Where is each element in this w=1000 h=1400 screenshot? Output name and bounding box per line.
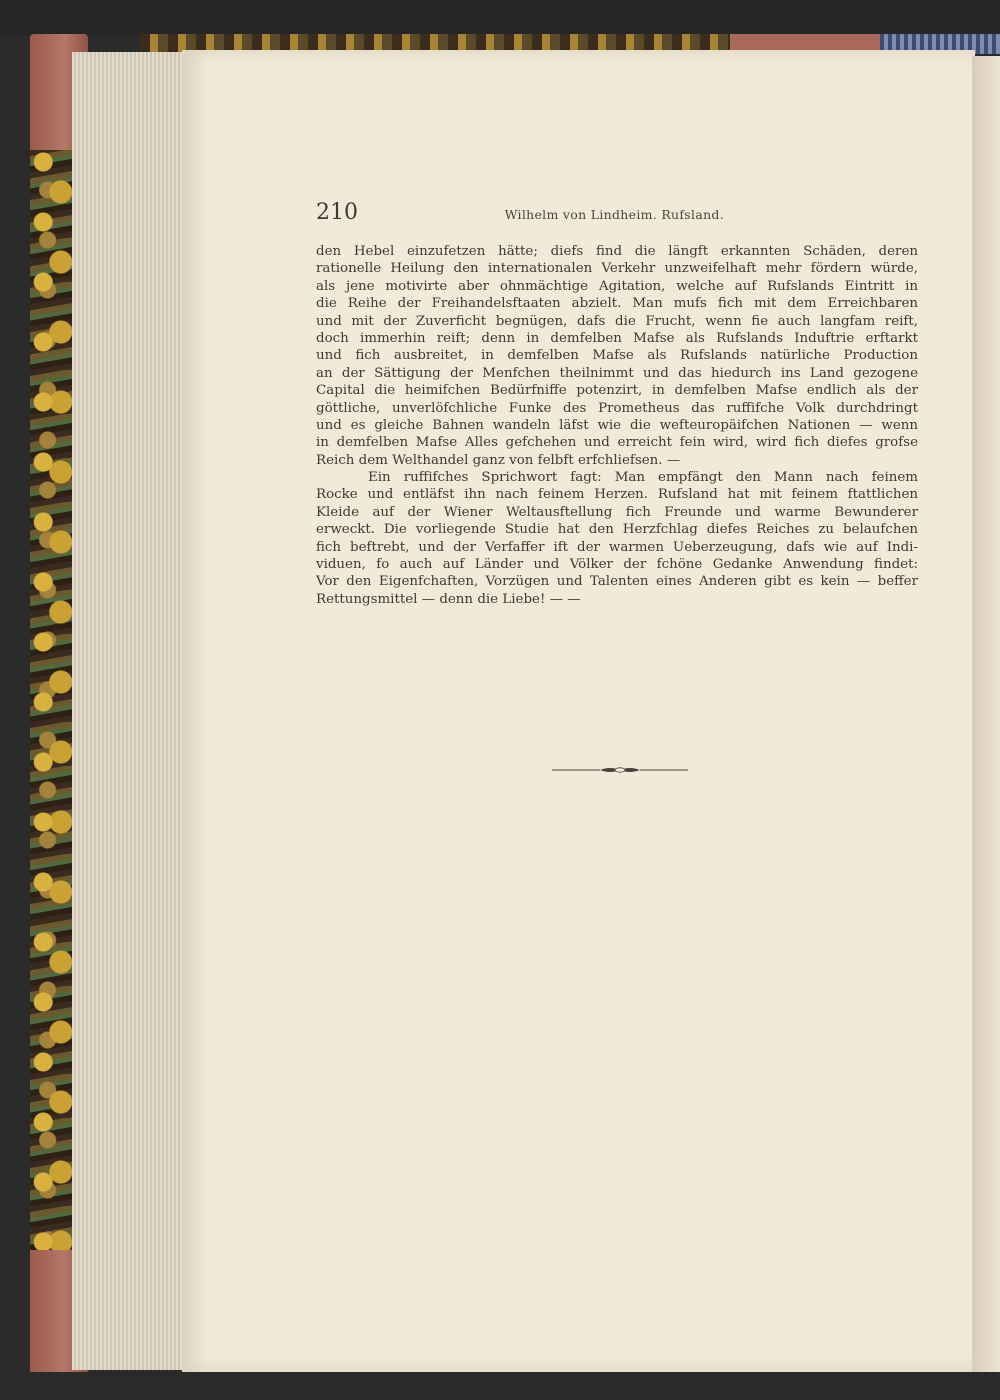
text-line: Reich dem Welthandel ganz von felbft erfchliefsen. — bbox=[316, 452, 681, 468]
running-head: Wilhelm von Lindheim. Rufsland. bbox=[504, 207, 724, 222]
scanner-background bbox=[0, 0, 1000, 36]
text-line: göttliche, unverlöfchliche Funke des Prometheus das ruffifche Volk durchdringt bbox=[316, 400, 918, 416]
text-line: doch immerhin reift; denn in demfelben Mafse als Rufslands Induftrie erftarkt bbox=[316, 330, 918, 346]
page-header bbox=[316, 200, 724, 230]
text-line: den Hebel einzufetzen hätte; diefs find die längft erkannten Schäden, deren bbox=[316, 244, 918, 259]
text-line: viduen, fo auch auf Länder und Völker der fchöne Gedanke Anwendung findet: bbox=[316, 557, 918, 573]
text-line: Rocke und entläfst ihn nach feinem Herzen. Rufsland hat mit feinem ftattlichen bbox=[316, 487, 918, 503]
text-line: Vor den Eigenfchaften, Vorzügen und Talenten eines Anderen gibt es kein — beffer bbox=[316, 574, 918, 590]
body-text bbox=[316, 243, 918, 608]
text-line: Capital die heimifchen Bedürfniffe potenzirt, in demfelben Mafse endlich als der bbox=[316, 383, 918, 399]
text-line: Kleide auf der Wiener Weltausftellung fich Freunde und warme Bewunderer bbox=[316, 504, 918, 520]
text-line: die Reihe der Freihandelsftaaten abzielt. Man mufs fich mit dem Erreichbaren bbox=[316, 296, 918, 312]
text-line: an der Sättigung der Menfchen theilnimmt und das hiedurch ins Land gezogene bbox=[316, 365, 918, 381]
text-line: in demfelben Mafse Alles gefchehen und erreicht fein wird, wird fich diefes grofse bbox=[316, 435, 918, 451]
page-edges-stack bbox=[72, 52, 187, 1370]
text-line: als jene motivirte aber ohnmächtige Agitation, welche auf Rufslands Eintritt in bbox=[316, 278, 918, 294]
text-line: Ein ruffifches Sprichwort fagt: Man empfängt den Mann nach feinem bbox=[368, 470, 918, 486]
text-line: erweckt. Die vorliegende Studie hat den Herzfchlag diefes Reiches zu belaufchen bbox=[316, 522, 918, 538]
text-line: rationelle Heilung den internationalen Verkehr unzweifelhaft mehr fördern würde, bbox=[316, 261, 918, 277]
text-line: und fich ausbreitet, in demfelben Mafse als Rufslands natürliche Production bbox=[316, 348, 918, 364]
scanner-background-bottom bbox=[0, 1372, 1000, 1400]
text-line: Rettungsmittel — denn die Liebe! — — bbox=[316, 591, 581, 607]
page-number: 210 bbox=[316, 200, 358, 225]
text-line: fich beftrebt, und der Verfaffer ift der warmen Ueberzeugung, dafs wie auf Indi- bbox=[316, 539, 918, 555]
facing-page-edge bbox=[972, 56, 1000, 1386]
tailpiece-ornament bbox=[552, 764, 688, 776]
text-line: und mit der Zuverficht begnügen, dafs die Frucht, wenn fie auch langfam reift, bbox=[316, 313, 918, 329]
marbled-endpaper bbox=[30, 150, 74, 1250]
text-line: und es gleiche Bahnen wandeln läfst wie die wefteuropäifchen Nationen — wenn bbox=[316, 417, 918, 433]
